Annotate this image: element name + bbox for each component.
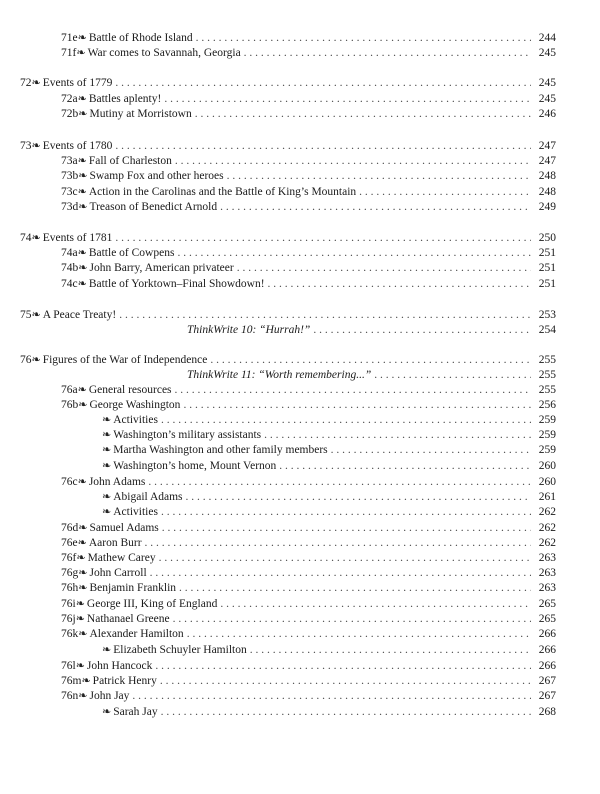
dot-leader bbox=[115, 139, 531, 154]
fleuron-icon: ❧ bbox=[77, 476, 87, 488]
fleuron-icon: ❧ bbox=[102, 429, 112, 441]
fleuron-icon: ❧ bbox=[78, 262, 88, 274]
fleuron-icon: ❧ bbox=[78, 201, 88, 213]
entry-title: A Peace Treaty! bbox=[42, 309, 117, 321]
fleuron-icon: ❧ bbox=[77, 537, 87, 549]
fleuron-icon: ❧ bbox=[31, 232, 41, 244]
page-number: 247 bbox=[538, 140, 556, 152]
fleuron-icon: ❧ bbox=[77, 155, 87, 167]
dot-leader bbox=[145, 536, 531, 551]
page-number: 266 bbox=[538, 644, 556, 656]
fleuron-icon: ❧ bbox=[78, 690, 88, 702]
toc-entry bbox=[102, 643, 556, 658]
page-number: 259 bbox=[538, 429, 556, 441]
section-number: 76a bbox=[61, 384, 78, 396]
toc-entry bbox=[61, 31, 556, 46]
toc-entry bbox=[61, 536, 556, 551]
section-number: 74c bbox=[61, 278, 78, 290]
toc-entry bbox=[20, 308, 556, 323]
section-number: 76g bbox=[61, 567, 79, 579]
section-number: 76k bbox=[61, 628, 79, 640]
entry-title: Events of 1779 bbox=[42, 77, 113, 89]
entry-title: Aaron Burr bbox=[88, 537, 142, 549]
dot-leader bbox=[115, 231, 531, 246]
section-number: 76m bbox=[61, 675, 82, 687]
fleuron-icon: ❧ bbox=[81, 675, 91, 687]
section-number: 75 bbox=[20, 309, 32, 321]
fleuron-icon: ❧ bbox=[77, 384, 87, 396]
section-number: 76n bbox=[61, 690, 79, 702]
fleuron-icon: ❧ bbox=[77, 186, 87, 198]
page-number: 248 bbox=[538, 170, 556, 182]
toc-entry bbox=[61, 246, 556, 261]
entry-title: Battle of Rhode Island bbox=[88, 32, 193, 44]
section-number: 71f bbox=[61, 47, 77, 59]
section-number: 76 bbox=[20, 354, 32, 366]
page-number: 261 bbox=[538, 491, 556, 503]
section-number: 72a bbox=[61, 93, 78, 105]
toc-entry bbox=[61, 475, 556, 490]
toc-entry bbox=[61, 398, 556, 413]
fleuron-icon: ❧ bbox=[78, 567, 88, 579]
entry-title: John Barry, American privateer bbox=[89, 262, 234, 274]
dot-leader bbox=[279, 459, 531, 474]
section-number: 76c bbox=[61, 476, 78, 488]
dot-leader bbox=[115, 76, 531, 91]
page-number: 244 bbox=[538, 32, 556, 44]
dot-leader bbox=[186, 490, 531, 505]
dot-leader bbox=[183, 398, 531, 413]
entry-title: Battle of Yorktown–Final Showdown! bbox=[88, 278, 265, 290]
entry-title: Fall of Charleston bbox=[88, 155, 172, 167]
section-number: 73c bbox=[61, 186, 78, 198]
dot-leader bbox=[175, 154, 531, 169]
section-number: 71e bbox=[61, 32, 78, 44]
page-number: 262 bbox=[538, 537, 556, 549]
entry-title: Abigail Adams bbox=[113, 491, 183, 503]
dot-leader bbox=[155, 659, 531, 674]
page-number: 253 bbox=[538, 309, 556, 321]
fleuron-icon: ❧ bbox=[77, 247, 87, 259]
dot-leader bbox=[161, 413, 531, 428]
page-number: 259 bbox=[538, 414, 556, 426]
entry-title: Swamp Fox and other heroes bbox=[89, 170, 224, 182]
toc-entry bbox=[61, 169, 556, 184]
entry-title: ThinkWrite 11: “Worth remembering...” bbox=[187, 369, 372, 381]
fleuron-icon: ❧ bbox=[31, 77, 41, 89]
dot-leader bbox=[161, 705, 531, 720]
toc-entry bbox=[61, 659, 556, 674]
dot-leader bbox=[187, 627, 531, 642]
dot-leader bbox=[162, 521, 531, 536]
fleuron-icon: ❧ bbox=[78, 170, 88, 182]
page-number: 245 bbox=[538, 47, 556, 59]
fleuron-icon: ❧ bbox=[102, 644, 112, 656]
fleuron-icon: ❧ bbox=[76, 47, 86, 59]
toc-entry bbox=[102, 428, 556, 443]
toc-entry bbox=[102, 443, 556, 458]
section-number: 72b bbox=[61, 108, 79, 120]
toc-entry bbox=[61, 521, 556, 536]
page-number: 245 bbox=[538, 77, 556, 89]
section-number: 76j bbox=[61, 613, 76, 625]
dot-leader bbox=[179, 581, 531, 596]
dot-leader bbox=[359, 185, 531, 200]
section-number: 72 bbox=[20, 77, 32, 89]
page-number: 260 bbox=[538, 460, 556, 472]
toc-entry bbox=[61, 383, 556, 398]
dot-leader bbox=[160, 674, 531, 689]
dot-leader bbox=[196, 31, 531, 46]
entry-title: Sarah Jay bbox=[113, 706, 158, 718]
section-number: 76h bbox=[61, 582, 79, 594]
page-number: 251 bbox=[538, 262, 556, 274]
entry-title: Elizabeth Schuyler Hamilton bbox=[113, 644, 247, 656]
fleuron-icon: ❧ bbox=[75, 613, 85, 625]
section-number: 76b bbox=[61, 399, 79, 411]
dot-leader bbox=[195, 107, 531, 122]
fleuron-icon: ❧ bbox=[78, 522, 88, 534]
toc-entry bbox=[20, 231, 556, 246]
section-number: 74 bbox=[20, 232, 32, 244]
entry-title: Nathanael Greene bbox=[86, 613, 170, 625]
page-number: 251 bbox=[538, 278, 556, 290]
entry-title: Figures of the War of Independence bbox=[42, 354, 208, 366]
page-number: 260 bbox=[538, 476, 556, 488]
section-number: 76l bbox=[61, 660, 76, 672]
dot-leader bbox=[173, 612, 531, 627]
fleuron-icon: ❧ bbox=[78, 108, 88, 120]
dot-leader bbox=[175, 383, 531, 398]
toc-entry bbox=[102, 413, 556, 428]
section-number: 73 bbox=[20, 140, 32, 152]
section-number: 74a bbox=[61, 247, 78, 259]
toc-entry bbox=[102, 705, 556, 720]
section-number: 76f bbox=[61, 552, 77, 564]
toc-entry bbox=[61, 566, 556, 581]
page-number: 267 bbox=[538, 690, 556, 702]
toc-entry bbox=[61, 612, 556, 627]
toc-entry bbox=[61, 689, 556, 704]
entry-title: Samuel Adams bbox=[89, 522, 159, 534]
page-number: 249 bbox=[538, 201, 556, 213]
page-number: 262 bbox=[538, 506, 556, 518]
entry-title: ThinkWrite 10: “Hurrah!” bbox=[187, 324, 311, 336]
dot-leader bbox=[268, 277, 531, 292]
dot-leader bbox=[250, 643, 531, 658]
toc-entry bbox=[102, 490, 556, 505]
fleuron-icon: ❧ bbox=[75, 598, 85, 610]
toc-entry bbox=[61, 551, 556, 566]
toc-entry bbox=[61, 92, 556, 107]
page-number: 263 bbox=[538, 582, 556, 594]
page-number: 265 bbox=[538, 598, 556, 610]
entry-title: Benjamin Franklin bbox=[89, 582, 177, 594]
page-number: 255 bbox=[538, 369, 556, 381]
dot-leader bbox=[313, 323, 531, 338]
fleuron-icon: ❧ bbox=[102, 460, 112, 472]
page-number: 246 bbox=[538, 108, 556, 120]
dot-leader bbox=[331, 443, 531, 458]
toc-entry bbox=[61, 581, 556, 596]
fleuron-icon: ❧ bbox=[31, 140, 41, 152]
fleuron-icon: ❧ bbox=[31, 309, 41, 321]
dot-leader bbox=[264, 428, 531, 443]
dot-leader bbox=[210, 353, 531, 368]
entry-title: George Washington bbox=[89, 399, 181, 411]
entry-title: Activities bbox=[113, 414, 158, 426]
dot-leader bbox=[161, 505, 531, 520]
fleuron-icon: ❧ bbox=[78, 582, 88, 594]
fleuron-icon: ❧ bbox=[76, 552, 86, 564]
entry-title: Events of 1781 bbox=[42, 232, 113, 244]
page-number: 262 bbox=[538, 522, 556, 534]
fleuron-icon: ❧ bbox=[102, 444, 112, 456]
fleuron-icon: ❧ bbox=[102, 506, 112, 518]
page-number: 250 bbox=[538, 232, 556, 244]
section-number: 76i bbox=[61, 598, 76, 610]
toc-entry bbox=[61, 277, 556, 292]
section-number: 74b bbox=[61, 262, 79, 274]
section-number: 76e bbox=[61, 537, 78, 549]
toc-entry bbox=[61, 107, 556, 122]
fleuron-icon: ❧ bbox=[78, 399, 88, 411]
section-number: 73d bbox=[61, 201, 79, 213]
fleuron-icon: ❧ bbox=[77, 93, 87, 105]
page-number: 255 bbox=[538, 384, 556, 396]
page-number: 255 bbox=[538, 354, 556, 366]
entry-title: Treason of Benedict Arnold bbox=[89, 201, 218, 213]
page-number: 268 bbox=[538, 706, 556, 718]
entry-title: War comes to Savannah, Georgia bbox=[87, 47, 241, 59]
entry-title: Washington’s military assistants bbox=[113, 429, 262, 441]
entry-title: Activities bbox=[113, 506, 158, 518]
page-number: 266 bbox=[538, 628, 556, 640]
dot-leader bbox=[119, 308, 531, 323]
toc-entry bbox=[187, 368, 556, 383]
section-number: 73a bbox=[61, 155, 78, 167]
toc-entry bbox=[61, 261, 556, 276]
fleuron-icon: ❧ bbox=[102, 414, 112, 426]
fleuron-icon: ❧ bbox=[31, 354, 41, 366]
toc-entry bbox=[187, 323, 556, 338]
dot-leader bbox=[220, 597, 531, 612]
fleuron-icon: ❧ bbox=[75, 660, 85, 672]
page-number: 259 bbox=[538, 444, 556, 456]
dot-leader bbox=[244, 46, 531, 61]
entry-title: John Adams bbox=[88, 476, 146, 488]
entry-title: Alexander Hamilton bbox=[89, 628, 184, 640]
fleuron-icon: ❧ bbox=[78, 628, 88, 640]
dot-leader bbox=[227, 169, 531, 184]
entry-title: Events of 1780 bbox=[42, 140, 113, 152]
entry-title: Mutiny at Morristown bbox=[89, 108, 192, 120]
toc-entry bbox=[61, 185, 556, 200]
entry-title: General resources bbox=[88, 384, 172, 396]
page-number: 245 bbox=[538, 93, 556, 105]
entry-title: Mathew Carey bbox=[87, 552, 156, 564]
fleuron-icon: ❧ bbox=[77, 278, 87, 290]
toc-entry bbox=[61, 200, 556, 215]
dot-leader bbox=[150, 566, 531, 581]
section-number: 76d bbox=[61, 522, 79, 534]
page-number: 267 bbox=[538, 675, 556, 687]
page-number: 247 bbox=[538, 155, 556, 167]
toc-entry bbox=[20, 76, 556, 91]
entry-title: John Hancock bbox=[86, 660, 153, 672]
dot-leader bbox=[164, 92, 531, 107]
dot-leader bbox=[177, 246, 531, 261]
dot-leader bbox=[237, 261, 531, 276]
dot-leader bbox=[148, 475, 531, 490]
entry-title: John Jay bbox=[89, 690, 130, 702]
entry-title: Action in the Carolinas and the Battle of King’s Mountain bbox=[88, 186, 357, 198]
entry-title: Martha Washington and other family members bbox=[113, 444, 328, 456]
section-number: 73b bbox=[61, 170, 79, 182]
page-number: 266 bbox=[538, 660, 556, 672]
dot-leader bbox=[374, 368, 531, 383]
toc-entry bbox=[20, 139, 556, 154]
page-number: 263 bbox=[538, 552, 556, 564]
page-number: 256 bbox=[538, 399, 556, 411]
toc-entry bbox=[61, 674, 556, 689]
toc-entry bbox=[102, 459, 556, 474]
entry-title: Battles aplenty! bbox=[88, 93, 162, 105]
toc-entry bbox=[61, 154, 556, 169]
entry-title: George III, King of England bbox=[86, 598, 218, 610]
page-number: 248 bbox=[538, 186, 556, 198]
dot-leader bbox=[159, 551, 531, 566]
page-number: 251 bbox=[538, 247, 556, 259]
toc-entry bbox=[61, 597, 556, 612]
dot-leader bbox=[220, 200, 531, 215]
entry-title: Washington’s home, Mount Vernon bbox=[113, 460, 277, 472]
entry-title: Patrick Henry bbox=[92, 675, 157, 687]
fleuron-icon: ❧ bbox=[77, 32, 87, 44]
page-number: 254 bbox=[538, 324, 556, 336]
fleuron-icon: ❧ bbox=[102, 491, 112, 503]
entry-title: Battle of Cowpens bbox=[88, 247, 175, 259]
entry-title: John Carroll bbox=[89, 567, 147, 579]
page-number: 265 bbox=[538, 613, 556, 625]
page-number: 263 bbox=[538, 567, 556, 579]
dot-leader bbox=[132, 689, 531, 704]
fleuron-icon: ❧ bbox=[102, 706, 112, 718]
toc-entry bbox=[61, 627, 556, 642]
toc-entry bbox=[20, 353, 556, 368]
toc-entry bbox=[61, 46, 556, 61]
toc-entry bbox=[102, 505, 556, 520]
